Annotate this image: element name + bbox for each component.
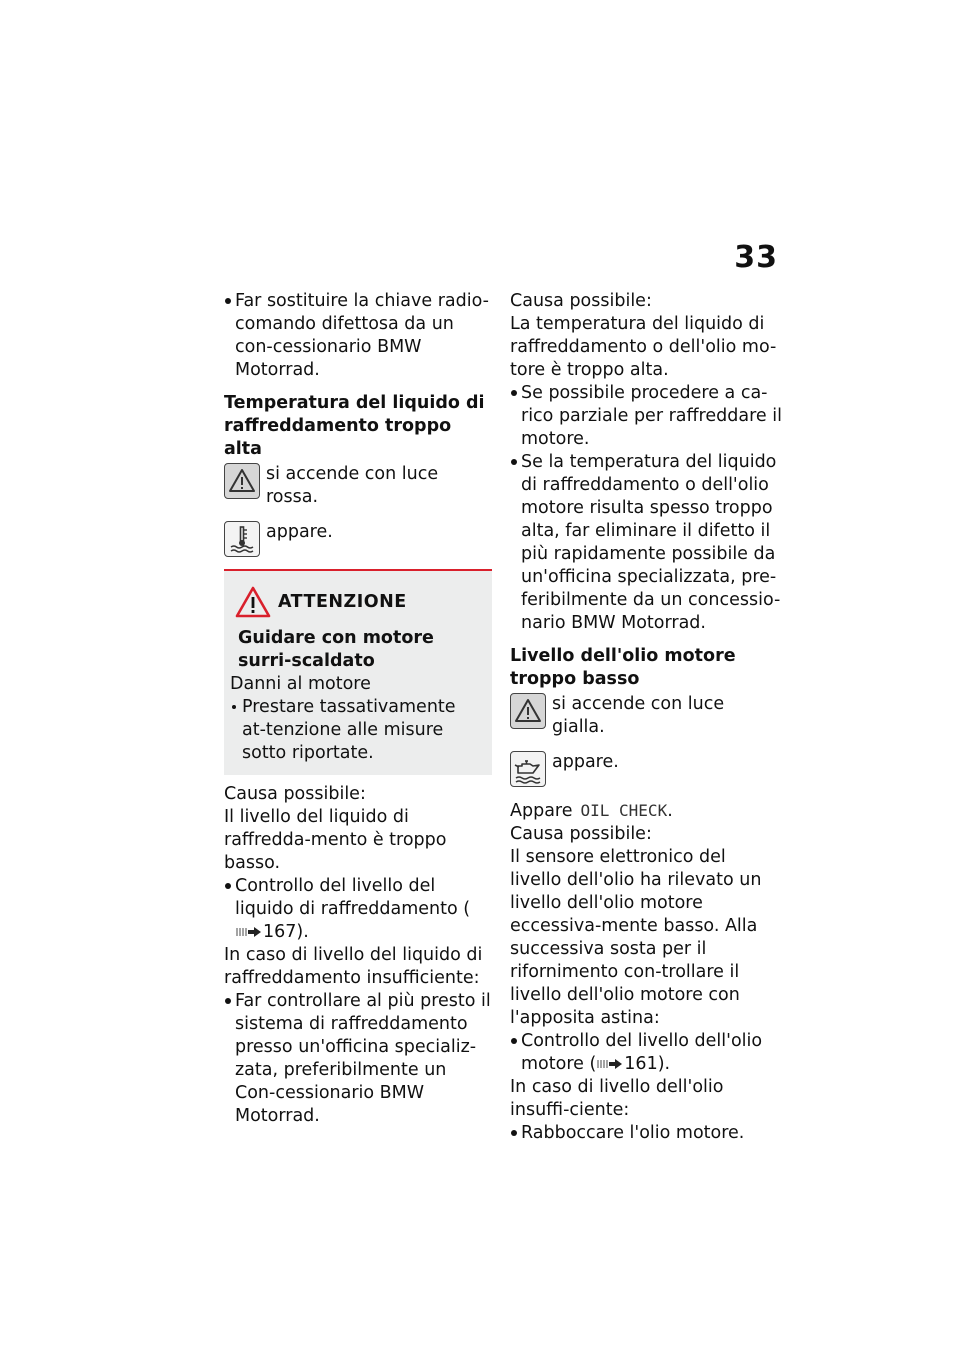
cause-text: Il livello del liquido di raffredda-mento è troppo basso. [224,807,447,873]
cause-text: Il sensore elettronico del livello dell'olio ha rilevato un livello dell'olio motore eccessiva-mente basso. Alla successiva sosta per il rifornimento con-trollare il livello dell'olio motore con l'apposita astina: [510,847,762,1028]
section-heading-oil-level: Livello dell'olio motore troppo basso [510,646,736,689]
list-item: Rabboccare l'olio motore. [510,1122,782,1145]
warning-title: ATTENZIONE [278,591,407,612]
list-item-text: ). [296,922,309,942]
cause-label: Causa possibile: [224,784,366,804]
display-message-line [510,799,782,823]
page-reference[interactable]: 167 [263,922,297,942]
oil-can-icon [510,751,546,787]
indicator-text: si accende con luce gialla. [552,694,725,737]
list-item [224,875,492,944]
display-suffix: . [667,801,673,821]
list-item-text: Controllo del livello dell'olio motore ( [521,1031,763,1074]
list-item-text: Controllo del livello del liquido di raffreddamento ( [235,876,471,919]
warning-subtitle: Guidare con motore surri-scaldato [238,628,434,671]
coolant-temperature-icon [224,521,260,557]
indicator-row [510,693,782,739]
warning-bullet: Prestare tassativamente at-tenzione alle misure sotto riportate. [230,696,484,765]
warning-text: Danni al motore [230,674,371,694]
cause-label: Causa possibile: [510,291,652,311]
case-text: In caso di livello dell'olio insuffi-ciente: [510,1077,724,1120]
list-item: Se la temperatura del liquido di raffreddamento o dell'olio motore risulta spesso troppo alta, far eliminare il difetto il più rapidamente possibile da un'officina specializzata, pre-feribilmente da un concessio-nario BMW Motorrad. [510,451,782,635]
warning-title-row [230,585,484,619]
general-warning-icon [510,693,546,729]
attention-triangle-icon [234,585,272,619]
warning-box [224,569,492,775]
indicator-row [510,751,782,787]
appare-label: Appare [510,801,573,821]
case-text: In caso di livello del liquido di raffreddamento insufficiente: [224,945,483,988]
indicator-text: appare. [266,522,333,542]
right-column [510,290,782,1145]
cause-text: La temperatura del liquido di raffreddamento o dell'olio mo-tore è troppo alta. [510,314,777,380]
reference-arrow-icon [597,1058,623,1070]
list-item: Far sostituire la chiave radio-comando difettosa da un con-cessionario BMW Motorrad. [224,290,492,382]
list-item: Se possibile procedere a ca-rico parziale per raffreddare il motore. [510,382,782,451]
reference-arrow-icon [236,926,262,938]
list-item [510,1030,782,1076]
page-number: 33 [734,240,778,275]
indicator-text: si accende con luce rossa. [266,464,439,507]
cause-label: Causa possibile: [510,824,652,844]
indicator-row [224,463,492,509]
list-item: Far controllare al più presto il sistema di raffreddamento presso un'officina specializ-zata, preferibilmente un Con-cessionario BMW Motorrad. [224,990,492,1128]
left-column [224,290,492,1128]
general-warning-icon [224,463,260,499]
section-heading-coolant-temperature: Temperatura del liquido di raffreddamento troppo alta [224,393,485,459]
display-text: OIL CHECK [580,801,668,820]
list-item-text: ). [657,1054,671,1074]
indicator-row [224,521,492,557]
indicator-text: appare. [552,752,619,772]
page-reference[interactable]: 161 [624,1054,658,1074]
